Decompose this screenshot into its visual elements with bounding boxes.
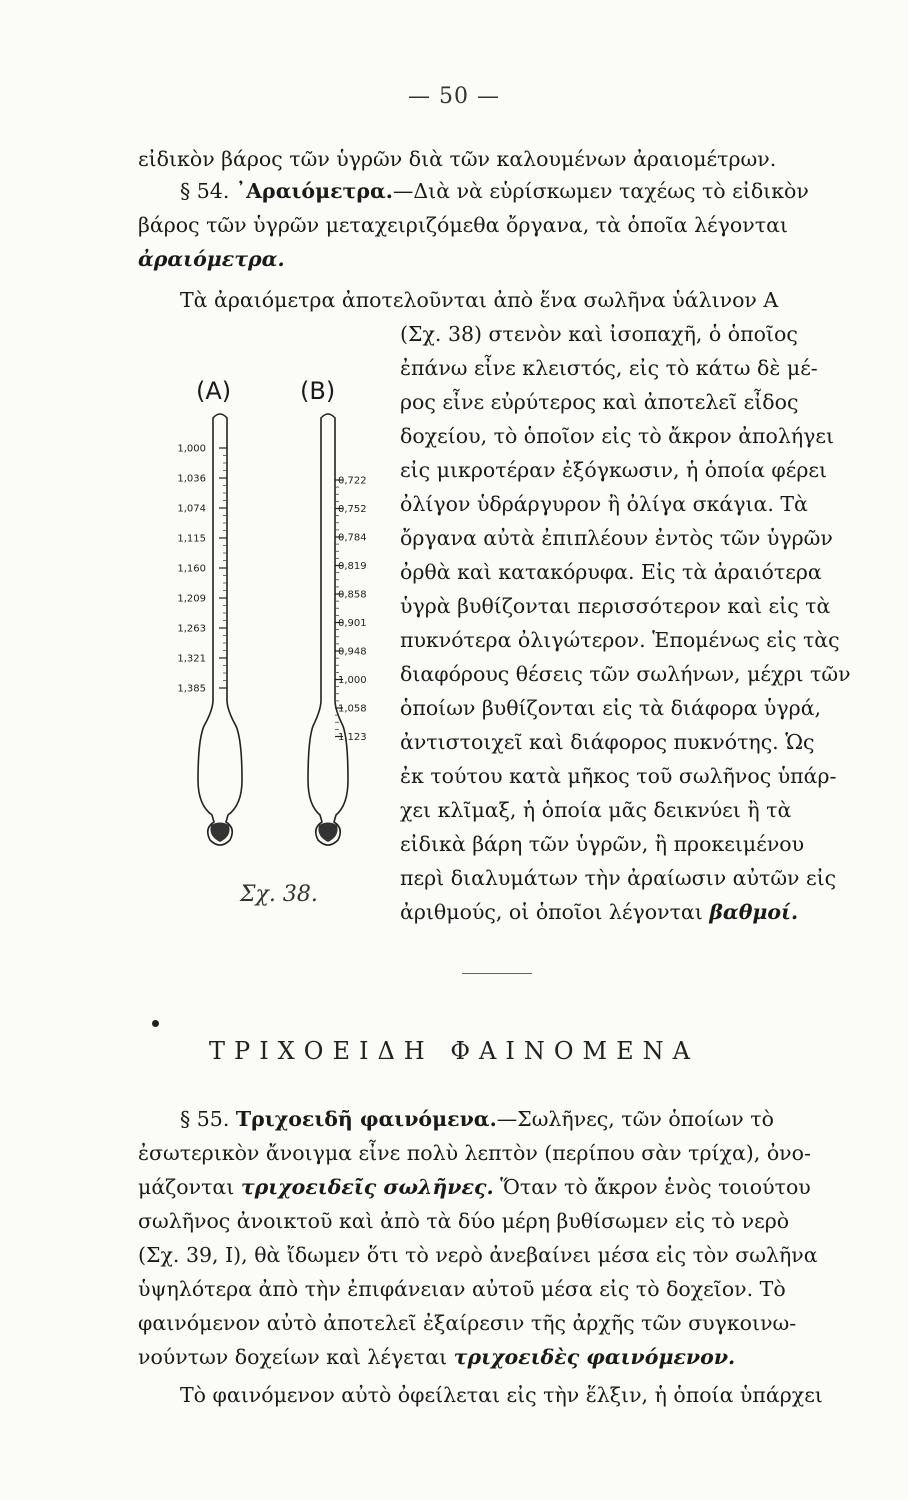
text-line: πυκνότερα ὀλιγώτερον. Ἑπομένως εἰς τὰς — [400, 628, 840, 652]
text-line: περὶ διαλυμάτων τὴν ἀραίωσιν αὐτῶν εἰς — [400, 866, 837, 890]
scale-label: 0,722 — [338, 475, 367, 487]
scale-label: 1,209 — [177, 593, 206, 605]
text-line: δοχείου, τὸ ὁποῖον εἰς τὸ ἄκρον ἀπολήγει — [400, 424, 835, 448]
scale-label: 0,858 — [338, 589, 367, 601]
scale-label: 1,385 — [177, 683, 206, 695]
text-line: βάρος τῶν ὑγρῶν μεταχειριζόμεθα ὄργανα, τὰ ὁποῖα λέγονται — [138, 213, 788, 237]
text: νούντων δοχείων καὶ λέγεται — [138, 1345, 454, 1369]
text-line — [138, 1172, 878, 1202]
text-line: ὁποίων βυθίζονται εἰς τὰ διάφορα ὑγρά, — [400, 696, 822, 720]
text: Ὅταν τὸ ἄκρον ἑνὸς τοιούτου — [493, 1175, 811, 1199]
text-line: ὄργανα αὐτὰ ἐπιπλέουν ἐντὸς τῶν ὑγρῶν — [400, 526, 833, 550]
scale-label: 1,036 — [177, 473, 206, 485]
section-number: § 54. — [180, 179, 230, 203]
text-line: ὑγρὰ βυθίζονται περισσότερον καὶ εἰς τὰ — [400, 594, 831, 618]
term-capillary-phenomenon: τριχοειδὲς φαινόμενον. — [453, 1345, 736, 1369]
text-line: (Σχ. 38) στενὸν καὶ ἰσοπαχῆ, ὁ ὁποῖος — [400, 322, 798, 346]
text-line: Τὸ φαινόμενον αὐτὸ ὀφείλεται εἰς τὴν ἕλξιν, ἡ ὁποία ὑπάρχει — [180, 1383, 823, 1407]
text-line — [138, 1342, 878, 1372]
section-55-line — [180, 1104, 878, 1134]
section-54-line — [180, 176, 878, 206]
scale-label: 0,819 — [338, 561, 367, 572]
text: μάζονται — [138, 1175, 241, 1199]
text-line: ἐσωτερικὸν ἄνοιγμα εἶνε πολὺ λεπτὸν (περίπου σὰν τρίχα), ὀνο- — [138, 1141, 811, 1165]
term-bathmoi: βαθμοί. — [709, 900, 799, 924]
term-capillary-tubes: τριχοειδεῖς σωλῆνες. — [240, 1175, 494, 1199]
scale-label: 1,058 — [338, 703, 367, 715]
scale-label: 1,263 — [177, 623, 206, 635]
scale-label: 0,752 — [338, 504, 367, 515]
term-araiometra: ἀραιόμετρα. — [138, 247, 285, 271]
text-line: ρος εἶνε εὐρύτερος καὶ ἀποτελεῖ εἶδος — [400, 390, 799, 414]
chapter-heading: ΤΡΙΧΟΕΙΔΗ ΦΑΙΝΟΜΕΝΑ — [209, 1037, 699, 1065]
scale-label: 1,123 — [338, 732, 367, 743]
text: ἀριθμούς, οἱ ὁποῖοι λέγονται — [400, 900, 710, 924]
scale-label: 1,000 — [338, 675, 367, 686]
text-line: ὀρθὰ καὶ κατακόρυφα. Εἰς τὰ ἀραιότερα — [400, 560, 822, 584]
text-line: εἰδικὰ βάρη τῶν ὑγρῶν, ἢ προκειμένου — [400, 832, 805, 856]
scale-label: 0,948 — [338, 646, 367, 658]
hydrometer-a-bulb — [210, 823, 229, 843]
text-line: χει κλῖμαξ, ἡ ὁποία μᾶς δεικνύει ἢ τὰ — [400, 798, 792, 822]
text-line: Τὰ ἀραιόμετρα ἀποτελοῦνται ἀπὸ ἕνα σωλῆνα ὑάλινον Α — [180, 288, 779, 312]
text-line: εἰδικὸν βάρος τῶν ὑγρῶν διὰ τῶν καλουμένων ἀραιομέτρων. — [138, 147, 777, 171]
scale-b — [335, 476, 367, 744]
section-divider — [462, 973, 532, 974]
text: —Σωλῆνες, τῶν ὁποίων τὸ — [496, 1107, 774, 1131]
scale-label: 1,160 — [177, 563, 206, 575]
figure-label-b: (B) — [300, 377, 336, 405]
ink-dot — [152, 1020, 159, 1027]
text-line: ὑψηλότερα ἀπὸ τὴν ἐπιφάνειαν αὐτοῦ μέσα εἰς τὸ δοχεῖον. Τὸ — [138, 1277, 786, 1301]
figure-label-a: (A) — [196, 377, 232, 405]
text-line: (Σχ. 39, Ι), θὰ ἴδωμεν ὅτι τὸ νερὸ ἀνεβαίνει μέσα εἰς τὸν σωλῆνα — [138, 1243, 818, 1267]
text-line: διαφόρους θέσεις τῶν σωλήνων, μέχρι τῶν — [400, 662, 851, 686]
scale-label: 1,000 — [177, 443, 206, 455]
text-line: ὀλίγον ὑδράργυρον ἢ ὀλίγα σκάγια. Τὰ — [400, 492, 808, 516]
section-title: ᾿Αραιόμετρα. — [235, 179, 393, 203]
page-number: — 50 — — [408, 84, 500, 109]
text-line: φαινόμενον αὐτὸ ἀποτελεῖ ἐξαίρεσιν τῆς ἀρχῆς τῶν συγκοινω- — [138, 1311, 797, 1335]
scale-label: 0,901 — [338, 618, 367, 629]
text: —Διὰ νὰ εὑρίσκωμεν ταχέως τὸ εἰδικὸν — [392, 179, 809, 203]
scale-a — [177, 444, 227, 695]
text-line — [400, 897, 880, 927]
section-number: § 55. — [180, 1107, 230, 1131]
text-line: ἐκ τούτου κατὰ μῆκος τοῦ σωλῆνος ὑπάρ- — [400, 764, 837, 788]
section-title: Τριχοειδῆ φαινόμενα. — [235, 1107, 497, 1131]
scale-label: 1,074 — [177, 503, 206, 515]
text-line: σωλῆνος ἀνοικτοῦ καὶ ἀπὸ τὰ δύο μέρη βυθίσωμεν εἰς τὸ νερὸ — [138, 1209, 790, 1233]
text-line: εἰς μικροτέραν ἐξόγκωσιν, ἡ ὁποία φέρει — [400, 458, 828, 482]
text-line: ἐπάνω εἶνε κλειστός, εἰς τὸ κάτω δὲ μέ- — [400, 356, 818, 380]
scale-label: 1,321 — [177, 653, 206, 665]
figure-caption: Σχ. 38. — [240, 882, 318, 907]
hydrometer-figure — [170, 410, 367, 880]
hydrometer-b-bulb — [318, 823, 337, 843]
scale-label: 0,784 — [338, 532, 367, 544]
text-line: ἀντιστοιχεῖ καὶ διάφορος πυκνότης. Ὡς — [400, 730, 815, 754]
scale-label: 1,115 — [177, 533, 206, 545]
